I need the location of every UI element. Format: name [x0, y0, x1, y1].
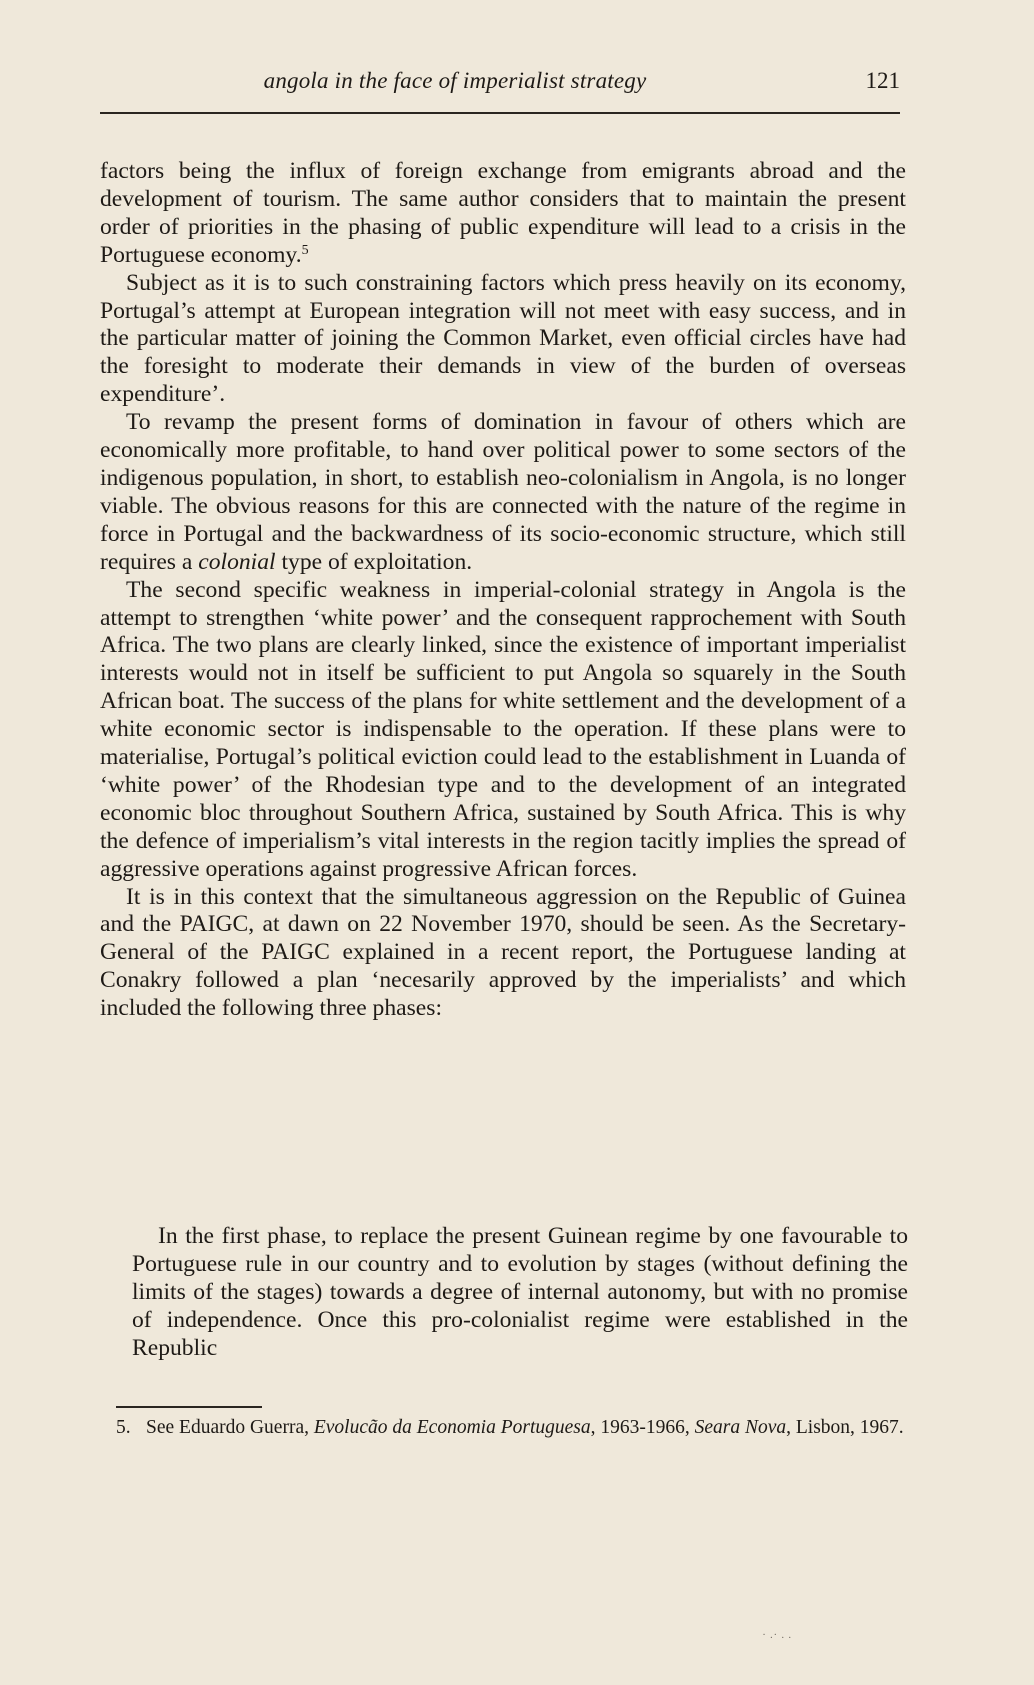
- block-quote-text: In the first phase, to replace the present Guinean regime by one favourable to Portuguese rule in our country and to evolution by stages (without defining the limits of the stages) towards a degree of internal autonomy, but with no promise of independence. Once this pro-colonialist regime were established in the Republic: [132, 1223, 908, 1361]
- footnote-title: Evolucão da Economia Portuguesa: [313, 1417, 591, 1438]
- paragraph-3-text-a: To revamp the present forms of domination in favour of others which are economically more profitable, to hand over political power to some sectors of the indigenous population, in short, to establish neo-colonialism in Angola, is no longer viable. The obvious reasons for this are connected with the nature of the regime in force in Portugal and the backwardness of its socio-economic structure, which still requires a: [100, 409, 906, 575]
- body-text: [100, 158, 906, 1023]
- paragraph-3: [100, 409, 906, 576]
- footnote-body: [146, 1417, 904, 1438]
- footnote: [116, 1416, 916, 1439]
- paper-speckle: · .· . .: [762, 1630, 792, 1641]
- paragraph-4: The second specific weakness in imperial-colonial strategy in Angola is the attempt to strengthen ‘white power’ and the consequent rapprochement with South Africa. The two plans are clearly linked, since the existence of important imperialist interests would not in itself be sufficient to put Angola so squarely in the South African boat. The success of the plans for white settlement and the development of a white economic sector is indispensable to the operation. If these plans were to materialise, Portugal’s political eviction could lead to the establishment in Luanda of ‘white power’ of the Rhodesian type and to the development of an integrated economic bloc throughout Southern Africa, sustained by South Africa. This is why the defence of imperialism’s vital interests in the region tacitly implies the spread of aggressive operations against progressive African forces.: [100, 576, 906, 882]
- block-quote: [132, 1222, 908, 1362]
- paragraph-5: It is in this context that the simultaneous aggression on the Republic of Guinea and the PAIGC, at dawn on 22 November 1970, should be seen. As the Secretary-General of the PAIGC explained in a recent report, the Portuguese landing at Conakry followed a plan ‘necesarily approved by the imperialists’ and which included the following three phases:: [100, 883, 906, 1022]
- header-rule: [100, 112, 900, 114]
- paragraph-1-text: factors being the influx of foreign exchange from emigrants abroad and the development of tourism. The same author considers that to maintain the present order of priorities in the phasing of public expenditure will lead to a crisis in the Portuguese economy.: [100, 158, 906, 268]
- footnote-text-c: , Lisbon, 1967.: [786, 1417, 904, 1438]
- footnote-text-a: See Eduardo Guerra,: [146, 1417, 314, 1438]
- page-number: 121: [865, 68, 900, 93]
- footnote-rule: [116, 1406, 262, 1408]
- paragraph-2: Subject as it is to such constraining factors which press heavily on its economy, Portugal’s attempt at European integration will not meet with easy success, and in the particular matter of joining the Common Market, even official circles have had the foresight to moderate their demands in view of the burden of overseas expenditure’.: [100, 269, 906, 408]
- footnote-publisher: Seara Nova: [694, 1417, 787, 1438]
- paragraph-1: [100, 158, 906, 270]
- running-title: angola in the face of imperialist strategy: [263, 68, 647, 93]
- footnote-ref: 5: [301, 242, 309, 258]
- footnote-text-b: , 1963-1966,: [590, 1417, 695, 1438]
- paragraph-3-text-b: type of exploitation.: [275, 548, 473, 575]
- paragraph-3-emphasis: colonial: [198, 548, 276, 575]
- running-head: [100, 64, 900, 100]
- footnote-number: 5.: [116, 1417, 131, 1438]
